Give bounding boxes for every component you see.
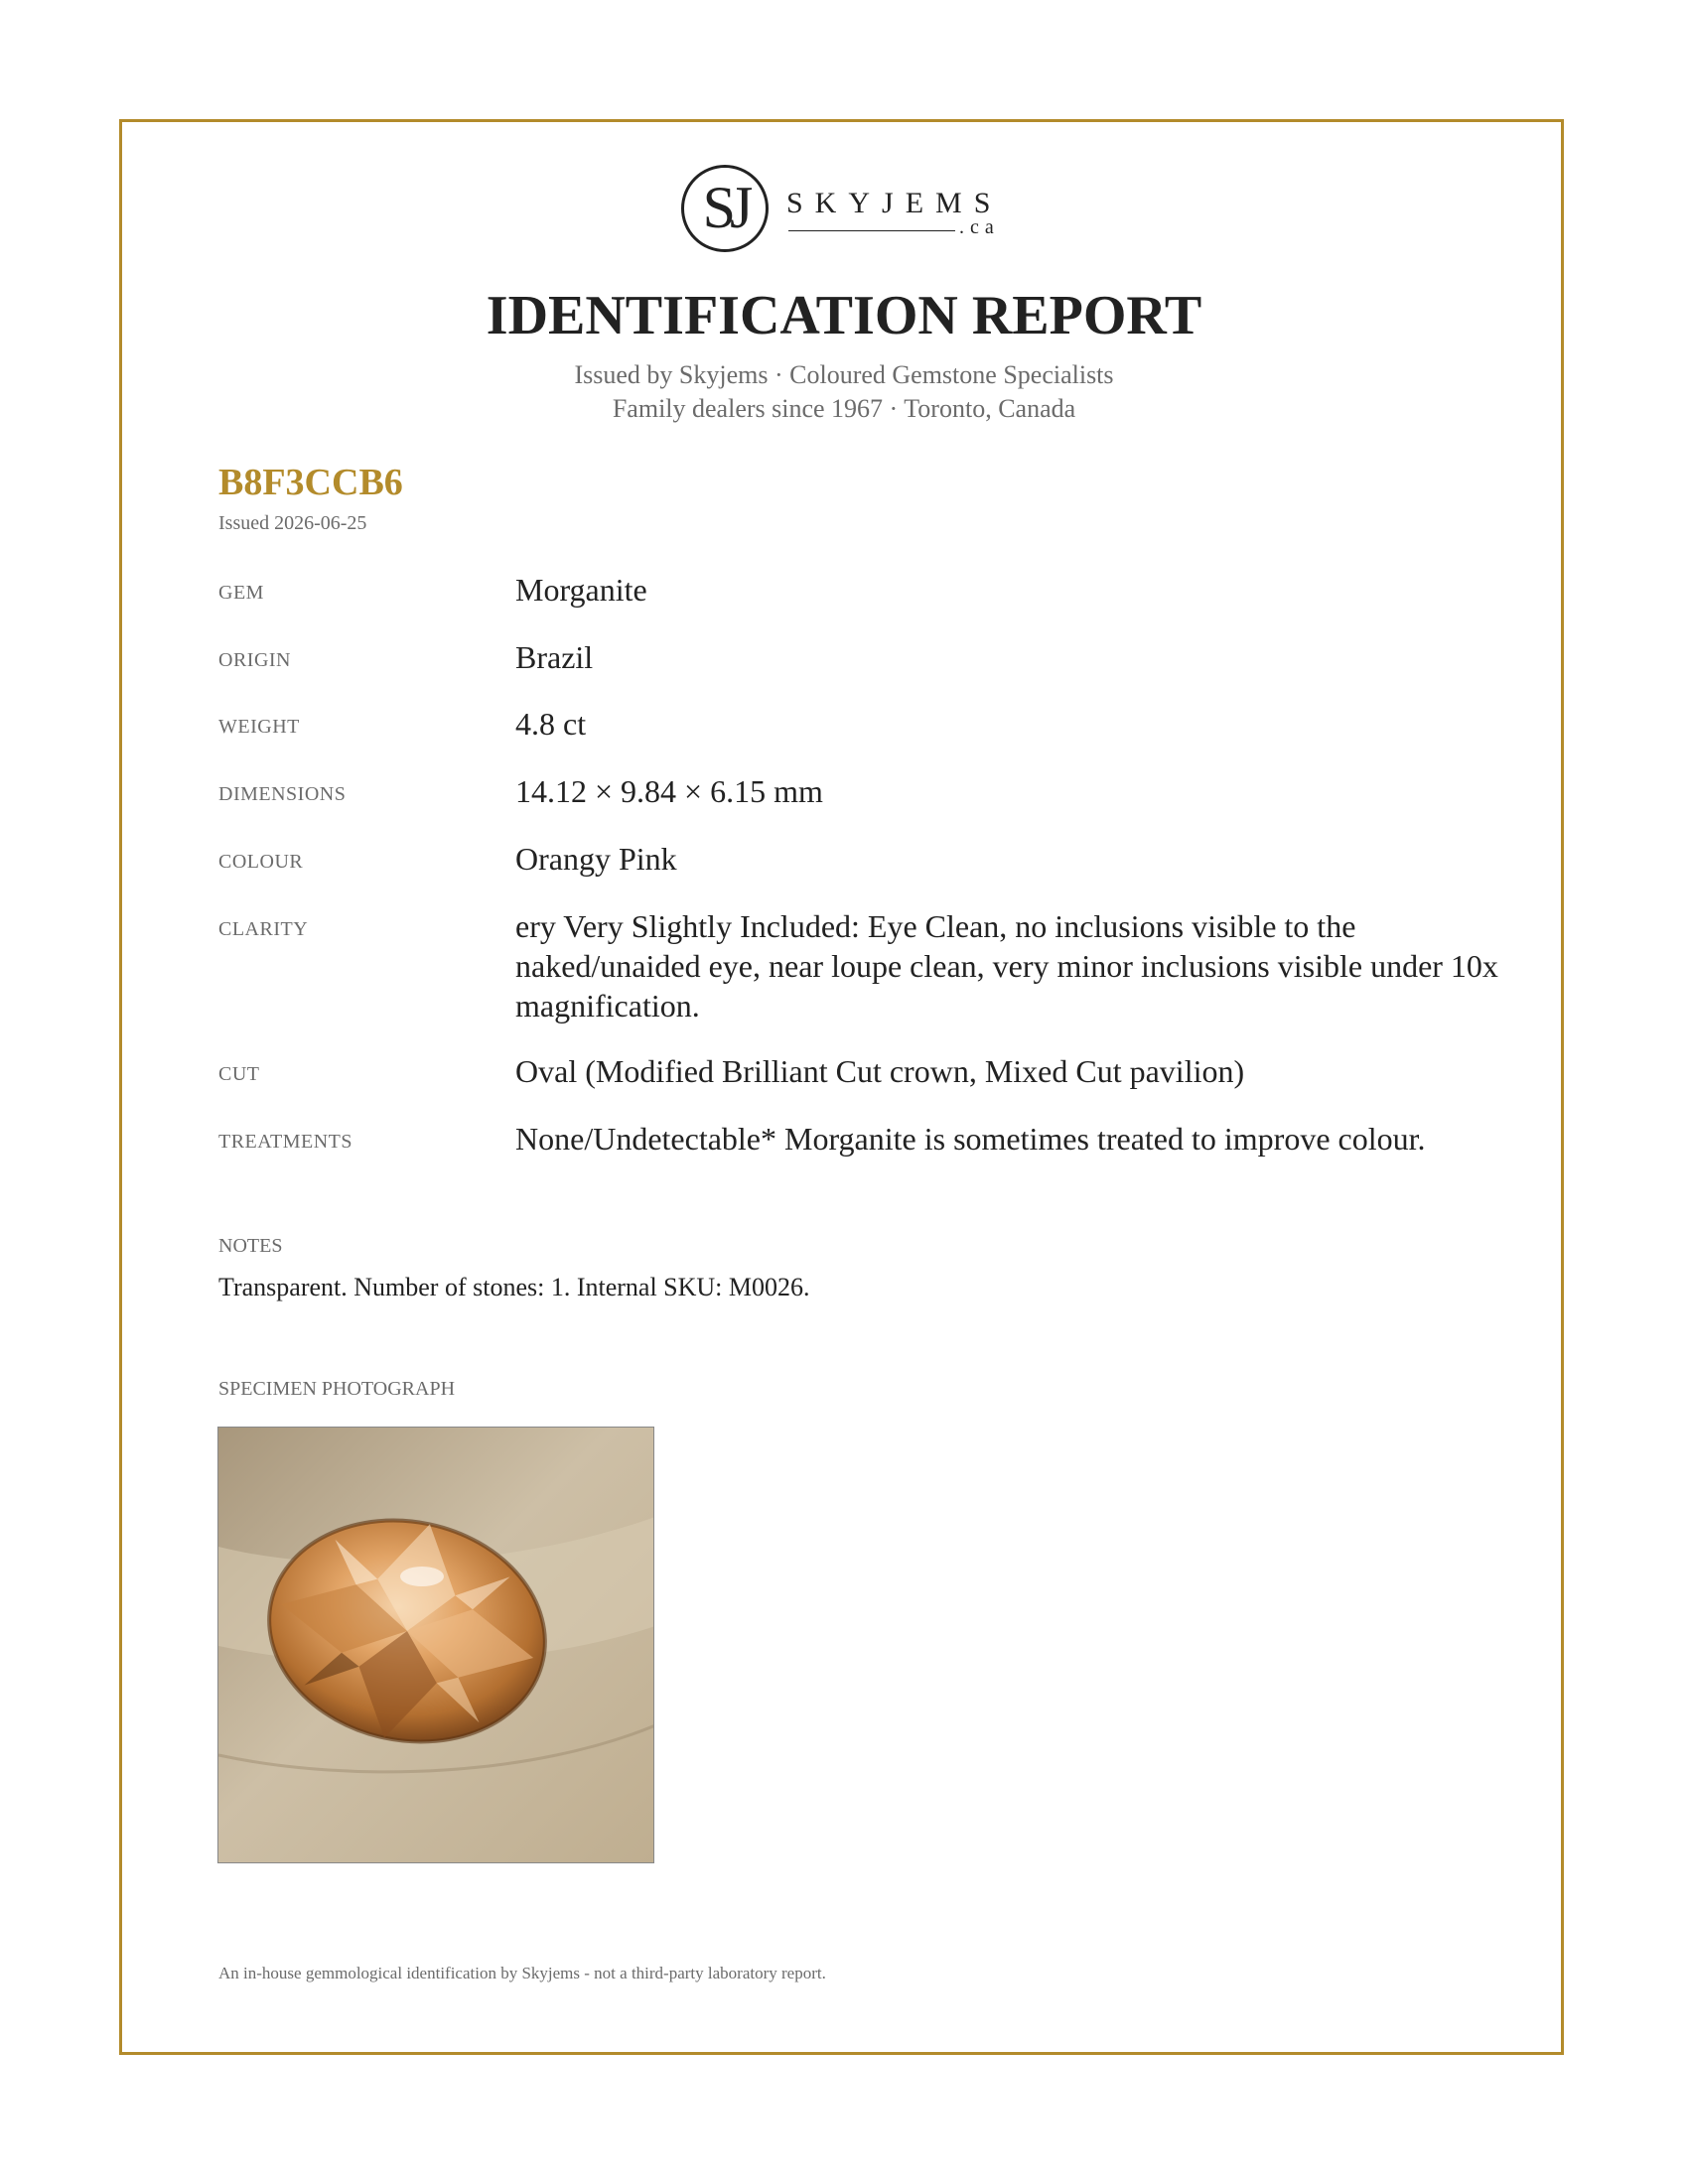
- issued-date: Issued 2026-06-25: [218, 512, 367, 534]
- field-value: 4.8 ct: [515, 706, 587, 742]
- issuer-location-line: Family dealers since 1967 · Toronto, Canada: [612, 394, 1076, 423]
- logo-wordmark: SKYJEMS: [786, 187, 1003, 219]
- field-value: Morganite: [515, 572, 647, 608]
- field-label: ORIGIN: [218, 649, 291, 671]
- issuer-line: Issued by Skyjems · Coloured Gemstone Specialists: [574, 360, 1114, 389]
- field-label: CLARITY: [218, 918, 309, 940]
- photo-label: SPECIMEN PHOTOGRAPH: [218, 1378, 456, 1400]
- field-label: GEM: [218, 582, 264, 604]
- notes-text: Transparent. Number of stones: 1. Internal SKU: M0026.: [218, 1273, 810, 1301]
- field-label: CUT: [218, 1063, 260, 1085]
- field-value: Brazil: [515, 639, 594, 675]
- logo-rule: [788, 230, 955, 231]
- field-value: 14.12 × 9.84 × 6.15 mm: [515, 773, 823, 809]
- field-value: Oval (Modified Brilliant Cut crown, Mixed Cut pavilion): [515, 1053, 1245, 1089]
- logo-domain: .ca: [959, 216, 1000, 238]
- gem-photo-svg: [218, 1428, 654, 1863]
- field-label: WEIGHT: [218, 716, 300, 738]
- footer-disclaimer: An in-house gemmological identification by Skyjems - not a third-party laboratory report.: [218, 1964, 826, 1982]
- field-value: Orangy Pink: [515, 841, 677, 877]
- page-title: IDENTIFICATION REPORT: [486, 285, 1202, 346]
- skyjems-logo: [681, 165, 1009, 260]
- field-value: None/Undetectable* Morganite is sometimes treated to improve colour.: [515, 1121, 1426, 1157]
- report-id: B8F3CCB6: [218, 462, 403, 503]
- field-value: ery Very Slightly Included: Eye Clean, no inclusions visible to the naked/unaided eye, near loupe clean, very minor inclusions visible under 10x magnification.: [515, 908, 1498, 1024]
- specimen-photograph: [217, 1427, 654, 1863]
- notes-label: NOTES: [218, 1235, 283, 1257]
- field-label: TREATMENTS: [218, 1131, 352, 1153]
- field-label: COLOUR: [218, 851, 304, 873]
- field-label: DIMENSIONS: [218, 783, 347, 805]
- logo-monogram: SJ: [702, 175, 748, 240]
- gem-glint: [400, 1567, 444, 1586]
